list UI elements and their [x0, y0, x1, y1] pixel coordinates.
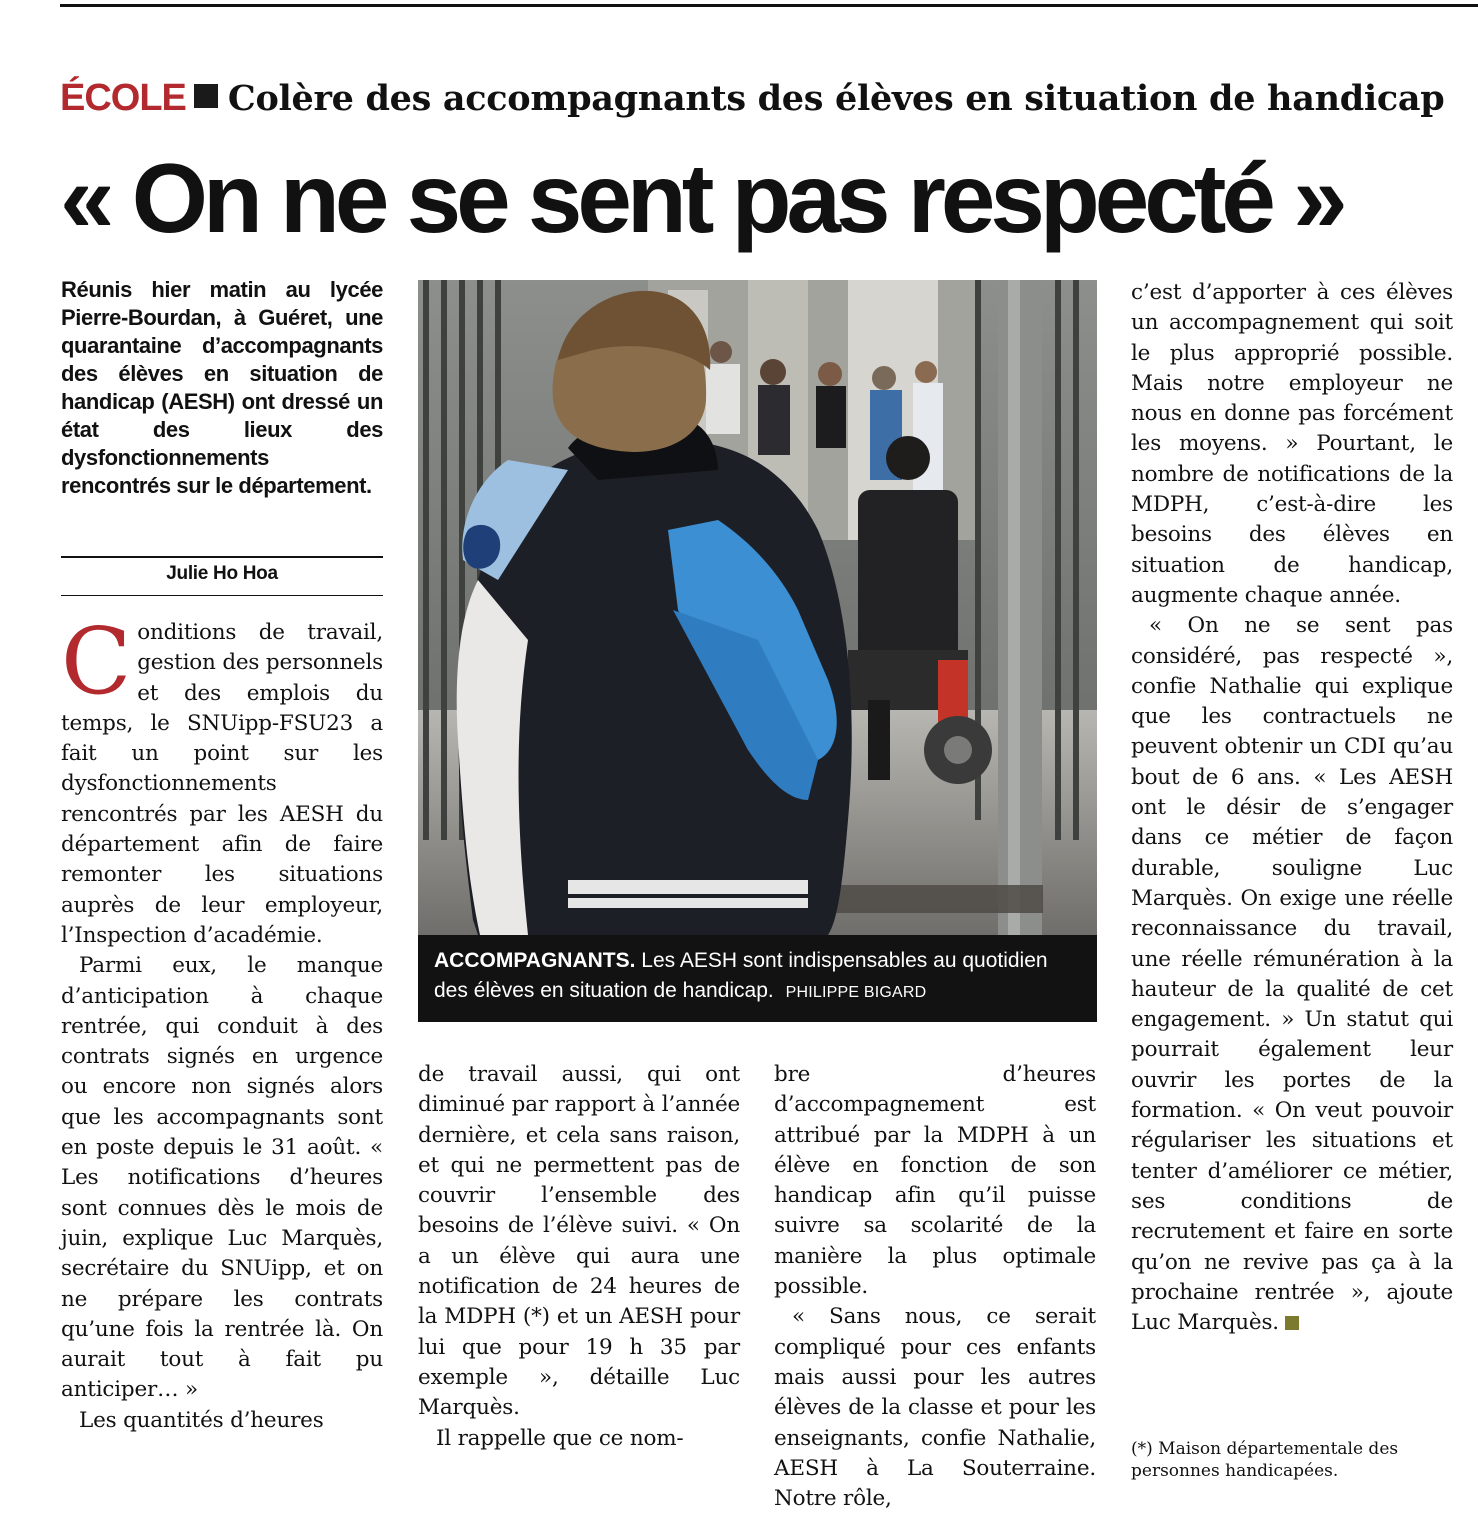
- rubric-label: ÉCOLE: [60, 77, 186, 119]
- paragraph: Parmi eux, le manque d’anticipation à chaque rentrée, qui conduit à des contrats signés en urgence ou encore non signés alors que les accompagnants sont en poste depuis le 31 août. « Les notifications d’heures sont connues dès le mois de juin, explique Luc Marquès, secrétaire du SNUipp, et on ne prépare les contrats qu’une fois la rentrée là. On aurait tout à fait pu anticiper… »: [61, 953, 383, 1403]
- photo-caption: [434, 946, 1084, 1008]
- caption-head: ACCOMPAGNANTS.: [434, 949, 636, 972]
- kicker-line: [60, 70, 1470, 127]
- caption-text: Les AESH sont indispensables au quotidien des élèves en situation de handicap.: [434, 949, 1048, 1002]
- paragraph: c’est d’apporter à ces élèves un accompagnement qui soit le plus approprié possible. Mais notre employeur ne nous en donne pas forcément les moyens. » Pourtant, le nombre de notifications de la MDPH, c’est-à-dire les besoins des élèves en situation de handicap, augmente chaque année.: [1131, 280, 1453, 608]
- byline: Julie Ho Hoa: [166, 563, 278, 584]
- lead-paragraph: Réunis hier matin au lycée Pierre-Bourdan, à Guéret, une quarantaine d’accompagnants des élèves en situation de handicap (AESH) ont dressé un état des lieux des dysfonctionnements rencontrés sur le département.: [61, 277, 383, 498]
- end-mark-icon: [1285, 1316, 1299, 1330]
- paragraph: Il rappelle que ce nom-: [436, 1425, 684, 1451]
- column-2: [418, 1060, 740, 1454]
- byline-rule-top: [61, 556, 383, 558]
- photo-illustration: [418, 280, 1097, 1022]
- paragraph: Les quantités d’heures: [79, 1407, 324, 1433]
- top-rule: [60, 4, 1478, 7]
- column-3: [774, 1060, 1096, 1514]
- drop-cap: C: [61, 608, 132, 715]
- article-photo: [418, 280, 1097, 1022]
- paragraph-text: onditions de travail, gestion des personnels et des emplois du temps, le SNUipp-FSU23 a fait un point sur les dysfonctionnements rencontrés par les AESH du département afin de faire remonter les situations auprès de leur employeur, l’Inspection d’académie.: [61, 620, 383, 948]
- paragraph: [1131, 611, 1453, 1338]
- paragraph-text: « On ne se sent pas considéré, pas respecté », confie Nathalie qui explique que les contractuels ne peuvent obtenir un CDI qu’au bout de 6 ans. « Les AESH ont le désir de s’engager dans ce métier de façon durable, souligne Luc Marquès. On exige une réelle reconnaissance du travail, une réelle rémunération à la hauteur de la qualité de cet engagement. » Un statut qui pourrait également leur ouvrir les portes de la formation. « On veut pouvoir régulariser les situations et tenter d’améliorer ce métier, ses conditions de recrutement et faire en sorte qu’on ne revive pas ça à la prochaine rentrée », ajoute Luc Marquès.: [1131, 613, 1453, 1336]
- paragraph: de travail aussi, qui ont diminué par rapport à l’année dernière, et cela sans raison, et qui ne permettent pas de couvrir l’ensemble des besoins de l’élève suivi. « On a un élève qui aura une notification de 24 heures de la MDPH (*) et un AESH pour lui que pour 19 h 35 par exemple », détaille Luc Marquès.: [418, 1062, 740, 1421]
- byline-rule-bottom: [61, 595, 383, 596]
- kicker-text: Colère des accompagnants des élèves en situation de handicap: [227, 78, 1445, 119]
- column-1: [61, 608, 383, 1436]
- headline: « On ne se sent pas respecté »: [60, 143, 1343, 253]
- paragraph: bre d’heures d’accompagnement est attribué par la MDPH à un élève en fonction de son handicap afin qu’il puisse suivre sa scolarité de la manière la plus optimale possible.: [774, 1062, 1096, 1300]
- photo-credit: PHILIPPE BIGARD: [785, 984, 927, 1001]
- footnote: (*) Maison départementale des personnes handicapées.: [1131, 1439, 1399, 1481]
- square-separator-icon: [194, 84, 218, 108]
- paragraph: [61, 608, 383, 951]
- column-4: [1131, 278, 1453, 1338]
- paragraph: « Sans nous, ce serait compliqué pour ces enfants mais aussi pour les autres élèves de la classe et pour les enseignants, confie Nathalie, AESH à La Souterraine. Notre rôle,: [774, 1304, 1096, 1512]
